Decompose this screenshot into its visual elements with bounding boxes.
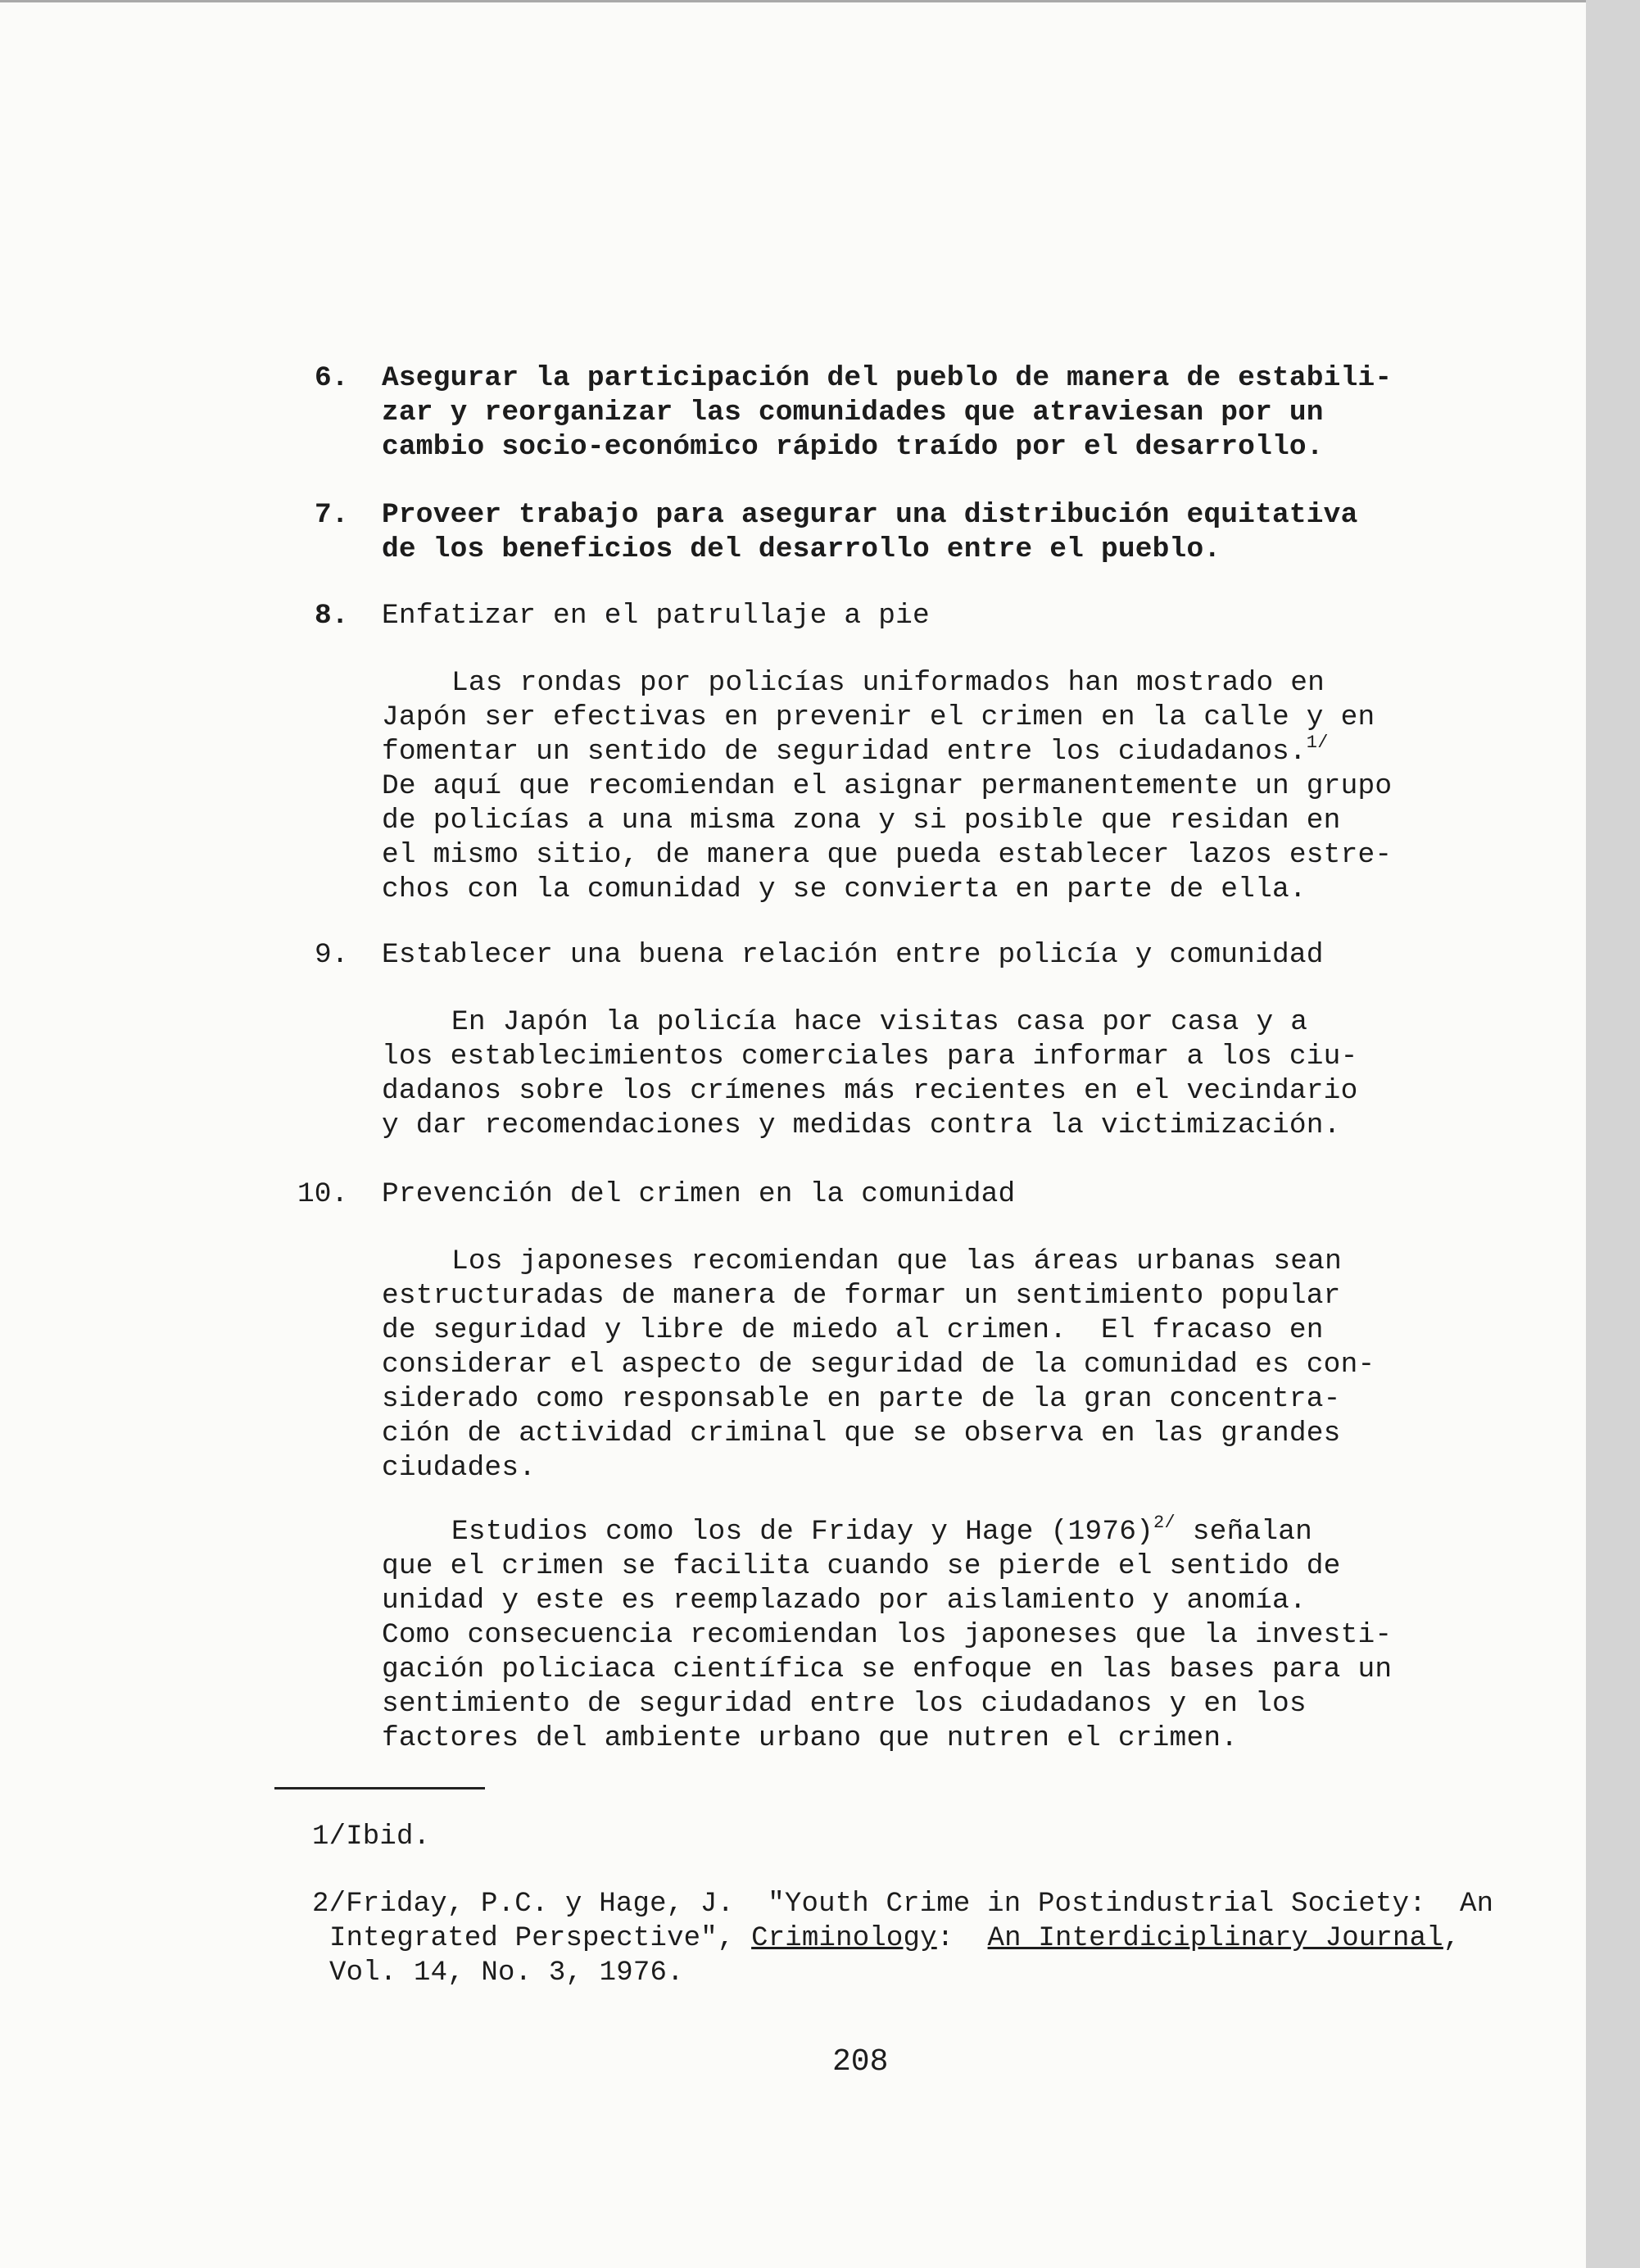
paragraph-line: el mismo sitio, de manera que pueda establecer lazos estre- [382, 839, 1393, 871]
paragraph-line: Como consecuencia recomiendan los japoneses que la investi- [382, 1619, 1393, 1651]
item-number: 8. [315, 600, 349, 632]
page-number: 208 [832, 2044, 889, 2080]
paragraph-line: ción de actividad criminal que se observa en las grandes [382, 1418, 1341, 1449]
footnote-text: Integrated Perspective", [329, 1923, 752, 1954]
paragraph-line: factores del ambiente urbano que nutren el crimen. [382, 1722, 1239, 1754]
footnote-text: , [1443, 1923, 1461, 1954]
paragraph-line: En Japón la policía hace visitas casa por casa y a [451, 1006, 1308, 1038]
footnote-2-line-1: 2/Friday, P.C. y Hage, J. "Youth Crime in Postindustrial Society: An [312, 1889, 1494, 1920]
footnote-ref-2: 2/ [1153, 1513, 1176, 1533]
paragraph-line: Las rondas por policías uniformados han mostrado en [451, 667, 1325, 699]
paragraph-line: dadanos sobre los crímenes más recientes en el vecindario [382, 1075, 1358, 1107]
item-number: 10. [297, 1178, 349, 1210]
paragraph-line: estructuradas de manera de formar un sentimiento popular [382, 1280, 1341, 1312]
paragraph-line: unidad y este es reemplazado por aislamiento y anomía. [382, 1585, 1307, 1617]
journal-subtitle: An Interdiciplinary Journal [987, 1923, 1443, 1954]
paragraph-line: considerar el aspecto de seguridad de la comunidad es con- [382, 1349, 1375, 1381]
paragraph-line: los establecimientos comerciales para informar a los ciu- [382, 1041, 1358, 1073]
paragraph-line: chos con la comunidad y se convierta en parte de ella. [382, 873, 1307, 905]
paragraph-line: Japón ser efectivas en prevenir el crimen en la calle y en [382, 701, 1375, 733]
paragraph-line: gación policiaca científica se enfoque en las bases para un [382, 1653, 1393, 1685]
footnote-2-line-2 [329, 1921, 1460, 1956]
item-heading: Prevención del crimen en la comunidad [382, 1178, 1016, 1210]
paragraph-line: y dar recomendaciones y medidas contra la victimización. [382, 1109, 1341, 1141]
footnote-ref-1: 1/ [1306, 733, 1329, 753]
footnote-text: : [936, 1923, 988, 1954]
footnote-2-line-3: Vol. 14, No. 3, 1976. [329, 1957, 684, 1989]
footnote-separator [274, 1787, 485, 1789]
page-top-edge [0, 0, 1586, 2]
scan-margin [1586, 0, 1640, 2268]
item-text-line: Proveer trabajo para asegurar una distribución equitativa [382, 499, 1358, 531]
item-text-line: zar y reorganizar las comunidades que atraviesan por un [382, 397, 1324, 429]
item-heading: Enfatizar en el patrullaje a pie [382, 600, 930, 632]
paragraph-line: de seguridad y libre de miedo al crimen. El fracaso en [382, 1314, 1324, 1346]
item-number: 7. [315, 499, 349, 531]
item-number: 9. [315, 939, 349, 971]
footnote-1: 1/Ibid. [312, 1821, 431, 1853]
paragraph-line: que el crimen se facilita cuando se pierde el sentido de [382, 1550, 1341, 1582]
journal-title: Criminology [751, 1923, 937, 1954]
paragraph-line-with-ref [382, 735, 1329, 769]
item-text-line: cambio socio-económico rápido traído por el desarrollo. [382, 431, 1324, 463]
paragraph-line-text: Estudios como los de Friday y Hage (1976) [451, 1516, 1154, 1548]
paragraph-line: siderado como responsable en parte de la gran concentra- [382, 1383, 1341, 1415]
paragraph-line-text: señalan [1175, 1516, 1313, 1548]
paragraph-line: De aquí que recomiendan el asignar permanentemente un grupo [382, 770, 1393, 802]
paragraph-line: ciudades. [382, 1452, 537, 1484]
paragraph-line: sentimiento de seguridad entre los ciudadanos y en los [382, 1688, 1307, 1720]
item-number: 6. [315, 362, 349, 394]
item-heading: Establecer una buena relación entre policía y comunidad [382, 939, 1324, 971]
item-text-line: de los beneficios del desarrollo entre el pueblo. [382, 533, 1221, 565]
paragraph-line-text: fomentar un sentido de seguridad entre los ciudadanos. [382, 736, 1307, 768]
item-text-line: Asegurar la participación del pueblo de manera de estabili- [382, 362, 1393, 394]
paragraph-line: de policías a una misma zona y si posible que residan en [382, 805, 1341, 837]
paragraph-line-with-ref [451, 1515, 1312, 1549]
paragraph-line: Los japoneses recomiendan que las áreas urbanas sean [451, 1245, 1342, 1277]
